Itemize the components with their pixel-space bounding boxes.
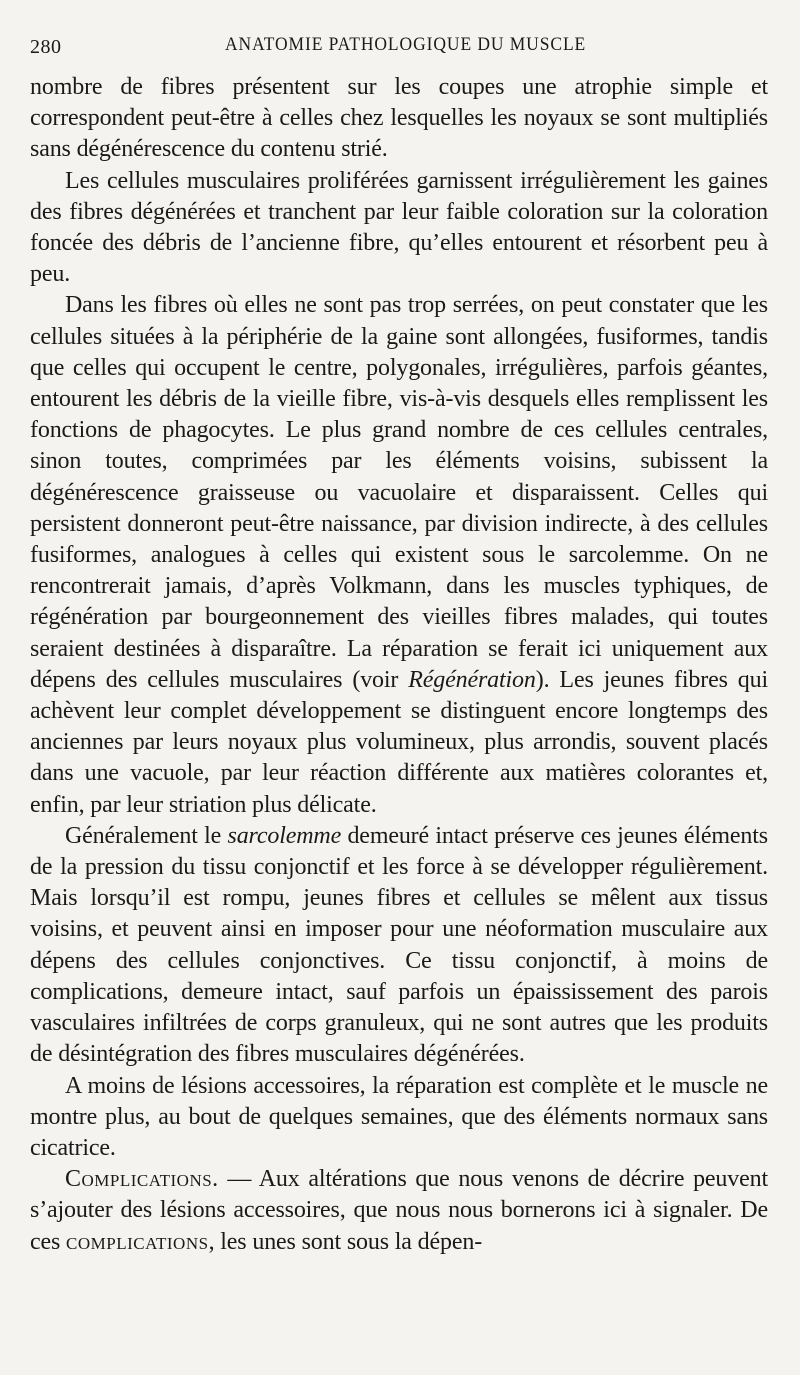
body-text: [30, 72, 768, 1258]
paragraph-6-end: , les unes sont sous la dépen-: [208, 1228, 483, 1255]
paragraph-3: [30, 290, 768, 820]
paragraph-6-mid: — Aux altérations que nous venons de décrire peuvent s’ajouter des lésions accessoires, que nous nous bornerons ici à signaler. De ces: [30, 1166, 768, 1255]
paragraph-1: nombre de fibres présentent sur les coupes une atrophie simple et correspondent peut-être à celles chez lesquelles les noyaux se sont multipliés sans dégénérescence du contenu strié.: [30, 74, 768, 163]
paragraph-4-italic: sarcolemme: [227, 822, 342, 849]
paragraph-4: [30, 821, 768, 1071]
paragraph-2: Les cellules musculaires proliférées garnissent irrégulièrement les gaines des fibres dégénérées et tranchent par leur faible coloration sur la coloration foncée des débris de l’ancienne fibre, qu’elles entourent et résorbent peu à peu.: [30, 167, 768, 288]
page-header: [30, 30, 770, 60]
complications-word: complications: [66, 1228, 209, 1255]
paragraph-3-italic: Régénération: [408, 666, 536, 693]
page-number: 280: [30, 36, 62, 58]
paragraph-4-end: demeuré intact préserve ces jeunes éléments de la pression du tissu conjonctif et les force à se développer régulièrement. Mais lorsqu’il est rompu, jeunes fibres et cellules se mêlent aux tissus voisins, et peuvent ainsi en imposer pour une néoformation musculaire aux dépens des cellules conjonctives. Ce tissu conjonctif, à moins de complications, demeure intact, sauf parfois un épaississement des parois vasculaires infiltrées de corps granuleux, qui ne sont autres que les produits de désintégration des fibres musculaires dégénérées.: [30, 822, 768, 1068]
paragraph-5: A moins de lésions accessoires, la réparation est complète et le muscle ne montre plus, au bout de quelques semaines, que des éléments normaux sans cicatrice.: [30, 1072, 768, 1161]
paragraph-3-end: ). Les jeunes fibres qui achèvent leur complet développement se distinguent encore longtemps des anciennes par leurs noyaux plus volumineux, plus arrondis, souvent placés dans une vacuole, par leur réaction différente aux matières colorantes et, enfin, par leur striation plus délicate.: [30, 666, 768, 818]
paragraph-3-text: Dans les fibres où elles ne sont pas trop serrées, on peut constater que les cellules situées à la périphérie de la gaine sont allongées, fusiformes, tandis que celles qui occupent le centre, polygonales, irrégulières, parfois géantes, entourent les débris de la vieille fibre, vis-à-vis desquels elles remplissent les fonctions de phagocytes. Le plus grand nombre de ces cellules centrales, sinon toutes, comprimées par les éléments voisins, subissent la dégénérescence graisseuse ou vacuolaire et disparaissent. Celles qui persistent donneront peut-être naissance, par division indirecte, à des cellules fusiformes, analogues à celles qui existent sous le sarcolemme. On ne rencontrerait jamais, d’après Volkmann, dans les muscles typhiques, de régénération par bourgeonnement des vieilles fibres malades, qui toutes seraient destinées à disparaître. La réparation se ferait ici uniquement aux dépens des cellules musculaires (voir: [30, 292, 768, 693]
paragraph-6: [30, 1164, 768, 1258]
paragraph-4-start: Généralement le: [65, 822, 228, 849]
running-head: ANATOMIE PATHOLOGIQUE DU MUSCLE: [225, 34, 587, 55]
complications-heading: Complications.: [65, 1166, 219, 1193]
